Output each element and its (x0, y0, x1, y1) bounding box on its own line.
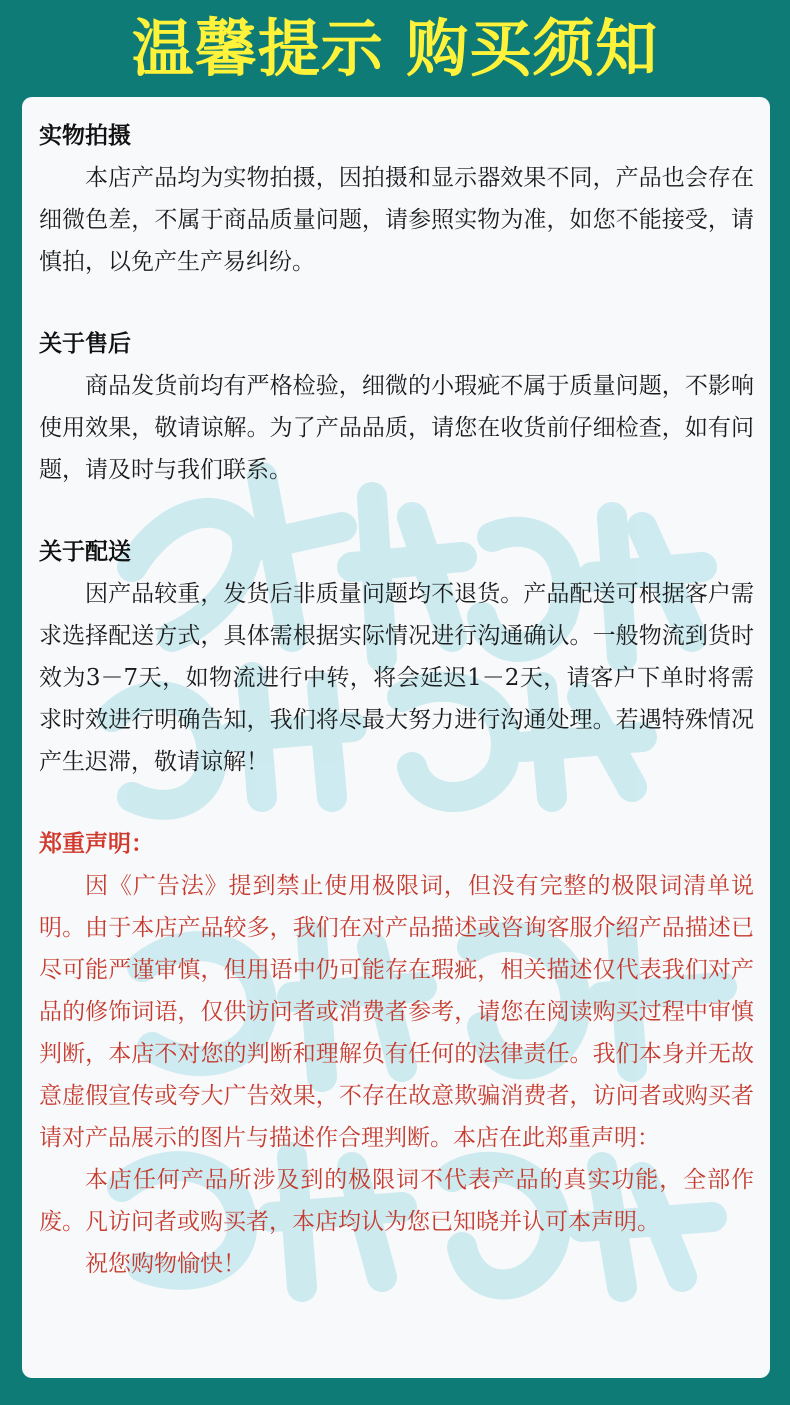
section-text: 商品发货前均有严格检验，细微的小瑕疵不属于质量问题，不影响使用效果，敬请谅解。为了产品品质，请您在收货前仔细检查，如有问题，请及时与我们联系。 (39, 373, 754, 483)
section-text: 因产品较重，发货后非质量问题均不退货。产品配送可根据客户需求选择配送方式，具体需根据实际情况进行沟通确认。一般物流到货时效为3－7天，如物流进行中转，将会延迟1－2天，请客户下单时将需求时效进行明确告知，我们将尽最大努力进行沟通处理。若遇特殊情况产生迟滞，敬请谅解！ (39, 581, 754, 775)
header-banner (0, 0, 790, 97)
section-aftersale (39, 323, 754, 491)
section-text: 本店产品均为实物拍摄，因拍摄和显示器效果不同，产品也会存在细微色差，不属于商品质量问题，请参照实物为准，如您不能接受，请慎拍，以免产生产易纠纷。 (39, 165, 754, 275)
section-gap (39, 783, 754, 823)
section-heading: 关于配送 (39, 539, 131, 565)
notice-content (22, 97, 770, 1285)
closing-text: 祝您购物愉快！ (85, 1251, 246, 1277)
section-gap (39, 491, 754, 531)
section-gap (39, 283, 754, 323)
notice-card (22, 97, 770, 1378)
section-text: 因《广告法》提到禁止使用极限词，但没有完整的极限词清单说明。由于本店产品较多，我们在对产品描述或咨询客服介绍产品描述已尽可能严谨审慎，但用语中仍可能存在瑕疵，相关描述仅代表我们对产品的修饰词语，仅供访问者或消费者参考，请您在阅读购买过程中审慎判断，本店不对您的判断和理解负有任何的法律责任。我们本身并无故意虚假宣传或夸大广告效果，不存在故意欺骗消费者，访问者或购买者请对产品展示的图片与描述作合理判断。本店在此郑重声明： (39, 873, 754, 1151)
section-heading: 郑重声明： (39, 831, 154, 857)
section-photo (39, 115, 754, 283)
section-text: 本店任何产品所涉及到的极限词不代表产品的真实功能，全部作废。凡访问者或购买者，本店均认为您已知晓并认可本声明。 (39, 1167, 754, 1235)
section-heading: 关于售后 (39, 331, 131, 357)
page-title: 温馨提示 购买须知 (131, 11, 659, 85)
section-statement (39, 823, 754, 1285)
section-heading: 实物拍摄 (39, 123, 131, 149)
section-delivery (39, 531, 754, 783)
